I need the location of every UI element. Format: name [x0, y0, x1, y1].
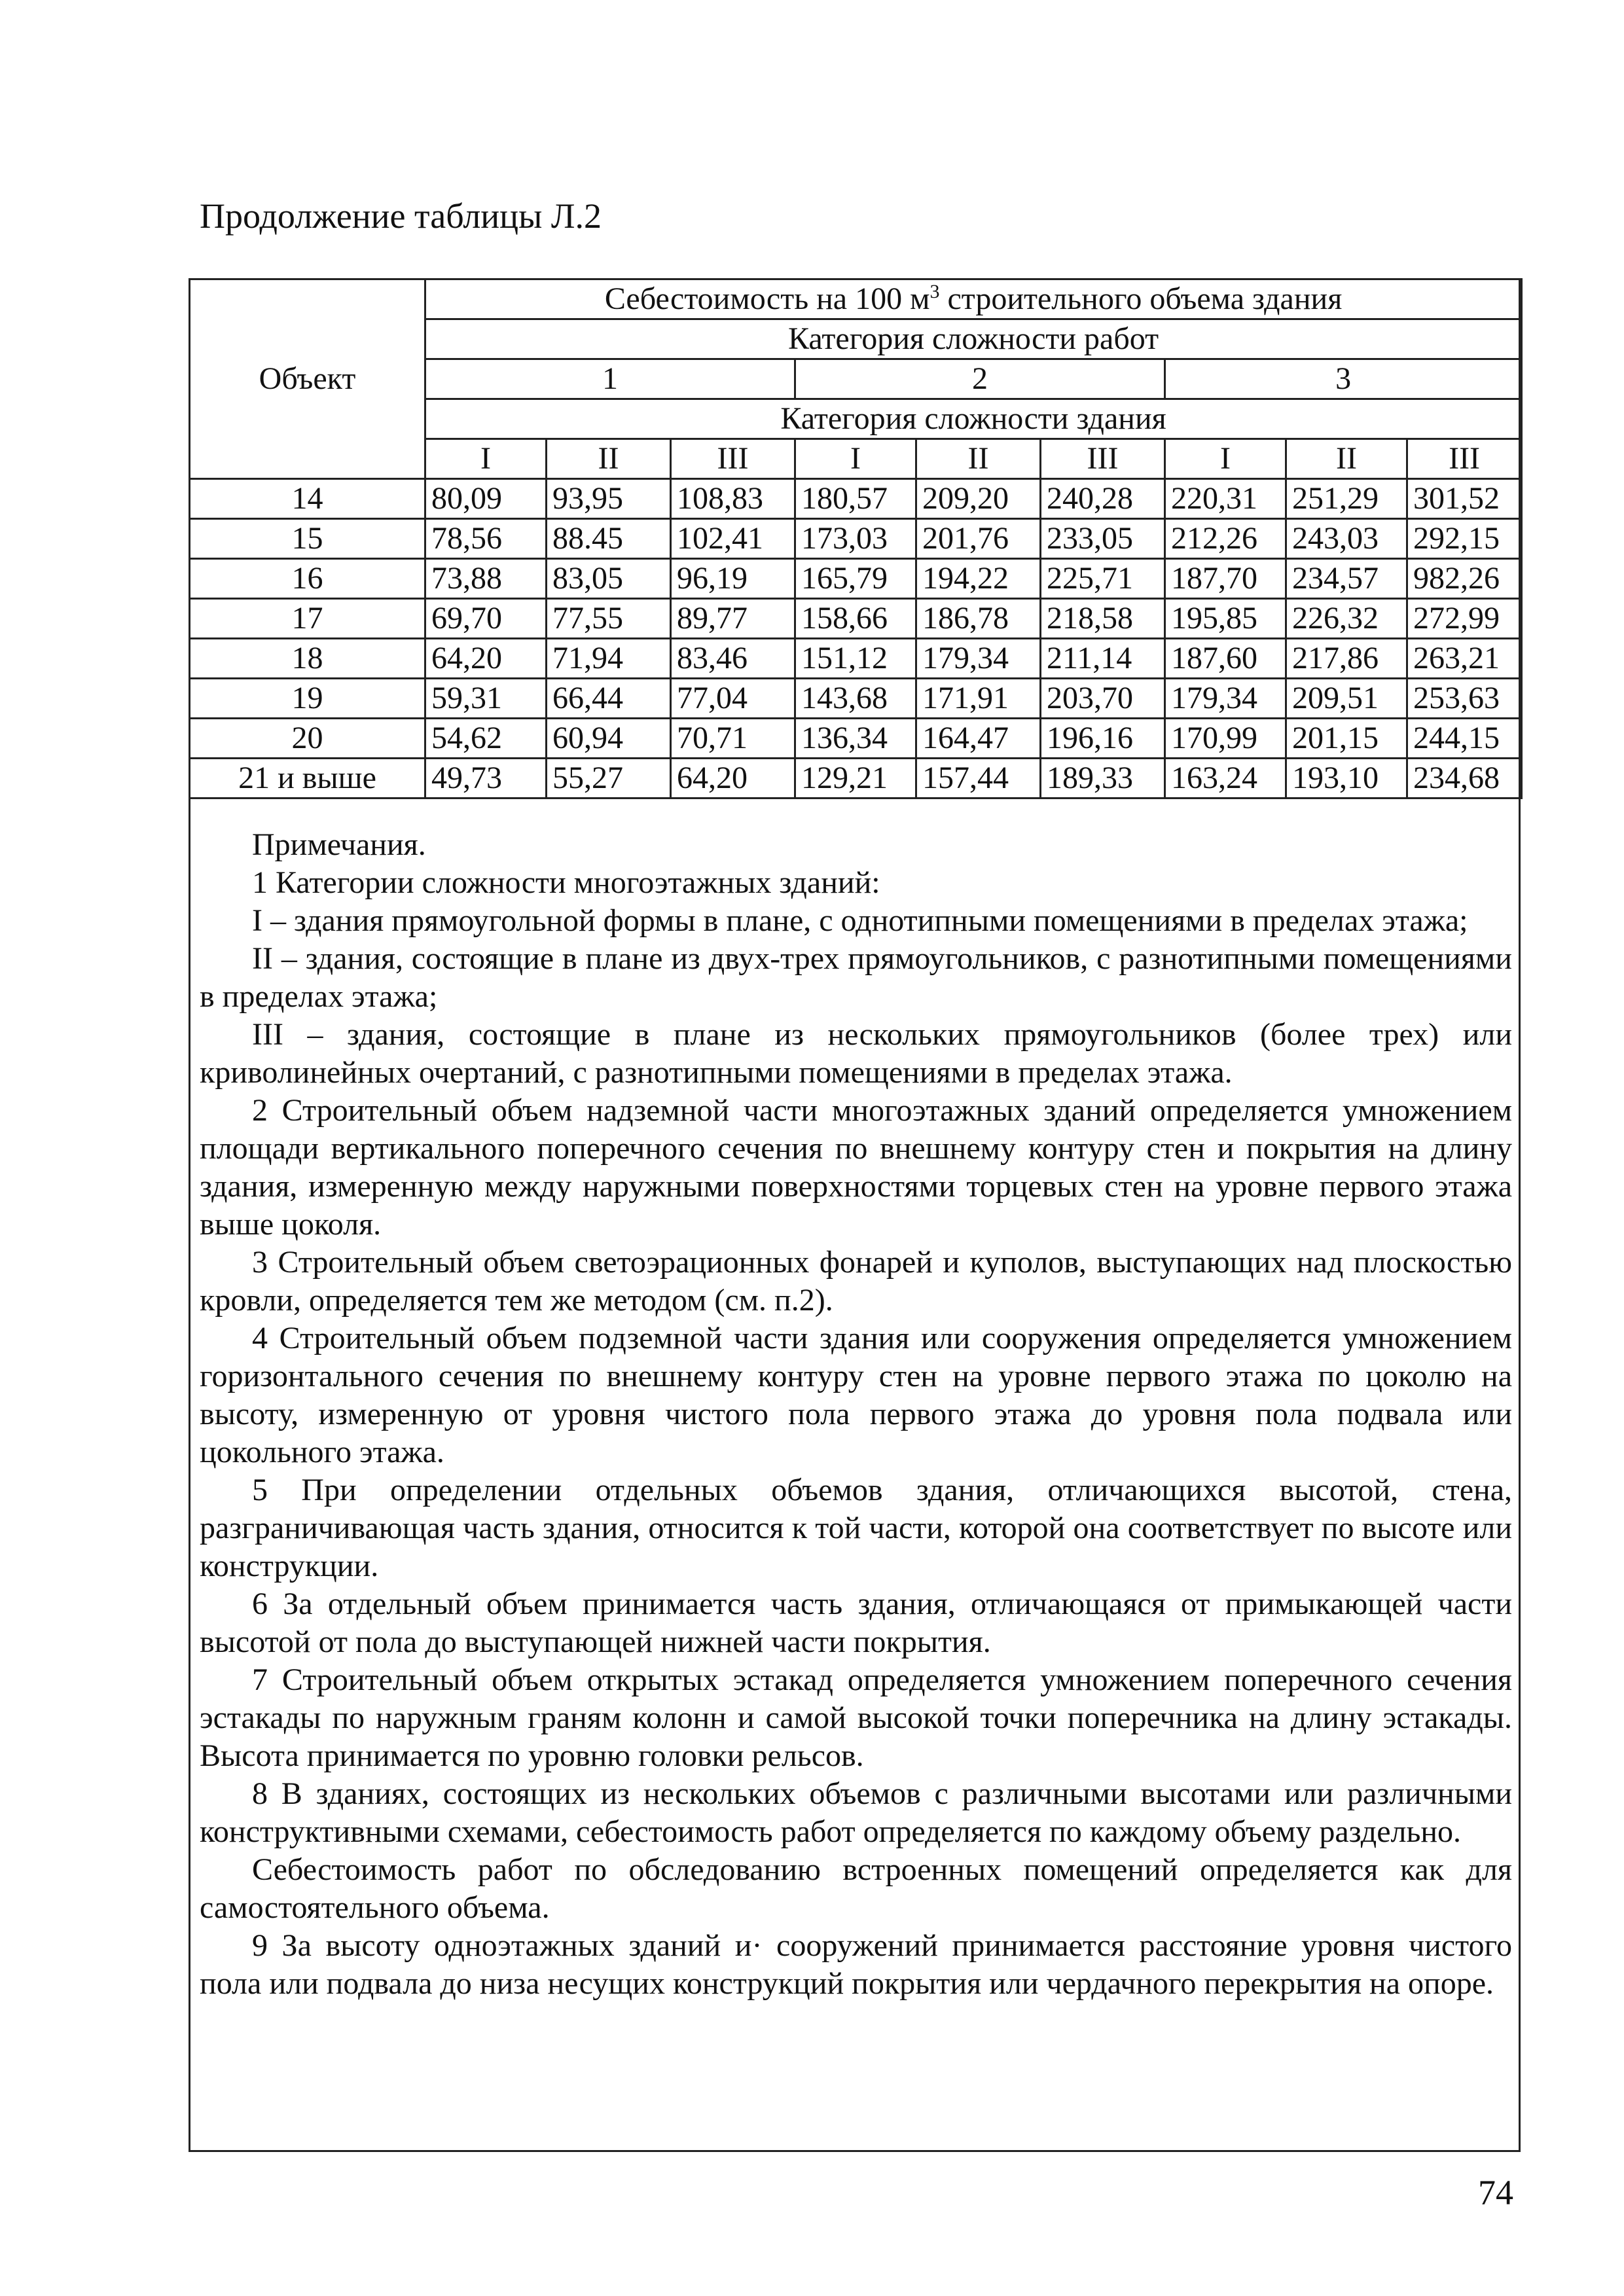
- value-cell: 233,05: [1041, 519, 1165, 559]
- building-category-cell: II: [1286, 439, 1407, 479]
- table-row: [190, 719, 1522, 759]
- value-cell: 234,57: [1286, 559, 1407, 599]
- note-paragraph: I – здания прямоугольной формы в плане, с однотипными помещениями в пределах этажа;: [252, 903, 1468, 938]
- value-cell: 187,60: [1165, 639, 1286, 679]
- cost-header: Себестоимость на 100 $м^3$ строительного объема здания: [425, 279, 1522, 319]
- value-cell: 129,21: [795, 759, 916, 798]
- value-cell: 225,71: [1041, 559, 1165, 599]
- value-cell: 179,34: [1165, 679, 1286, 719]
- value-cell: 64,20: [671, 759, 795, 798]
- note-paragraph: 2 Строительный объем надземной части многоэтажных зданий определяется умножением площади вертикального поперечного сечения по внешнему контуру стен и покрытия на длину здания, измеренную между наружными поверхностями торцевых стен на уровне первого этажа выше цоколя.: [200, 1093, 1512, 1242]
- value-cell: 80,09: [425, 479, 547, 519]
- value-cell: 226,32: [1286, 599, 1407, 639]
- object-header: Объект: [190, 279, 425, 479]
- notes-title: Примечания.: [252, 827, 426, 862]
- value-cell: 211,14: [1041, 639, 1165, 679]
- note-paragraph: III – здания, состоящие в плане из нескольких прямоугольников (более трех) или криволинейных очертаний, с разнотипными помещениями в пределах этажа.: [200, 1017, 1512, 1090]
- value-cell: 71,94: [547, 639, 671, 679]
- value-cell: 78,56: [425, 519, 547, 559]
- value-cell: 243,03: [1286, 519, 1407, 559]
- value-cell: 136,34: [795, 719, 916, 759]
- value-cell: 163,24: [1165, 759, 1286, 798]
- building-category-cell: II: [547, 439, 671, 479]
- building-category-cell: I: [425, 439, 547, 479]
- cost-table: [189, 278, 1523, 799]
- value-cell: 263,21: [1407, 639, 1522, 679]
- value-cell: 195,85: [1165, 599, 1286, 639]
- value-cell: 217,86: [1286, 639, 1407, 679]
- value-cell: 60,94: [547, 719, 671, 759]
- note-paragraph: 6 За отдельный объем принимается часть здания, отличающаяся от примыкающей части высотой от пола до выступающей нижней части покрытия.: [200, 1587, 1512, 1659]
- value-cell: 59,31: [425, 679, 547, 719]
- value-cell: 212,26: [1165, 519, 1286, 559]
- value-cell: 77,55: [547, 599, 671, 639]
- work-category-3: 3: [1165, 359, 1522, 399]
- building-category-cell: I: [1165, 439, 1286, 479]
- value-cell: 194,22: [916, 559, 1041, 599]
- value-cell: 234,68: [1407, 759, 1522, 798]
- value-cell: 102,41: [671, 519, 795, 559]
- value-cell: 49,73: [425, 759, 547, 798]
- value-cell: 240,28: [1041, 479, 1165, 519]
- value-cell: 73,88: [425, 559, 547, 599]
- object-cell: 15: [190, 519, 425, 559]
- building-category-cell: III: [1407, 439, 1522, 479]
- value-cell: 89,77: [671, 599, 795, 639]
- value-cell: 54,62: [425, 719, 547, 759]
- value-cell: 201,15: [1286, 719, 1407, 759]
- value-cell: 179,34: [916, 639, 1041, 679]
- value-cell: 108,83: [671, 479, 795, 519]
- note-paragraph: 1 Категории сложности многоэтажных зданий:: [252, 865, 880, 900]
- value-cell: 96,19: [671, 559, 795, 599]
- value-cell: 201,76: [916, 519, 1041, 559]
- table-row: [190, 639, 1522, 679]
- value-cell: 70,71: [671, 719, 795, 759]
- building-category-header: Категория сложности здания: [425, 399, 1522, 439]
- note-paragraph: 5 При определении отдельных объемов здания, отличающихся высотой, стена, разграничивающая часть здания, относится к той части, которой она соответствует по высоте или конструкции.: [200, 1473, 1512, 1583]
- value-cell: 64,20: [425, 639, 547, 679]
- table-caption: Продолжение таблицы Л.2: [200, 196, 602, 236]
- object-cell: 21 и выше: [190, 759, 425, 798]
- object-cell: 14: [190, 479, 425, 519]
- note-paragraph: Себестоимость работ по обследованию встроенных помещений определяется как для самостоятельного объема.: [200, 1852, 1512, 1925]
- value-cell: 77,04: [671, 679, 795, 719]
- notes-section: [200, 826, 1512, 2003]
- value-cell: 251,29: [1286, 479, 1407, 519]
- value-cell: 220,31: [1165, 479, 1286, 519]
- value-cell: 88.45: [547, 519, 671, 559]
- work-category-header: Категория сложности работ: [425, 319, 1522, 359]
- value-cell: 66,44: [547, 679, 671, 719]
- value-cell: 209,51: [1286, 679, 1407, 719]
- value-cell: 143,68: [795, 679, 916, 719]
- note-paragraph: 8 В зданиях, состоящих из нескольких объемов с различными высотами или различными конструктивными схемами, себестоимость работ определяется по каждому объему раздельно.: [200, 1776, 1512, 1849]
- value-cell: 272,99: [1407, 599, 1522, 639]
- value-cell: 170,99: [1165, 719, 1286, 759]
- value-cell: 69,70: [425, 599, 547, 639]
- value-cell: 193,10: [1286, 759, 1407, 798]
- table-row: [190, 759, 1522, 798]
- value-cell: 253,63: [1407, 679, 1522, 719]
- note-paragraph: 9 За высоту одноэтажных зданий и· сооружений принимается расстояние уровня чистого пола или подвала до низа несущих конструкций покрытия или чердачного перекрытия на опоре.: [200, 1928, 1512, 2001]
- value-cell: 83,05: [547, 559, 671, 599]
- building-category-cell: III: [1041, 439, 1165, 479]
- value-cell: 180,57: [795, 479, 916, 519]
- value-cell: 292,15: [1407, 519, 1522, 559]
- value-cell: 157,44: [916, 759, 1041, 798]
- page-number: 74: [1478, 2173, 1513, 2212]
- value-cell: 165,79: [795, 559, 916, 599]
- value-cell: 164,47: [916, 719, 1041, 759]
- note-paragraph: 7 Строительный объем открытых эстакад определяется умножением поперечного сечения эстакады по наружным граням колонн и самой высокой точки поперечника на длину эстакады. Высота принимается по уровню головки рельсов.: [200, 1662, 1512, 1773]
- building-category-cell: I: [795, 439, 916, 479]
- value-cell: 171,91: [916, 679, 1041, 719]
- work-category-1: 1: [425, 359, 795, 399]
- value-cell: 93,95: [547, 479, 671, 519]
- building-category-cell: II: [916, 439, 1041, 479]
- work-category-2: 2: [795, 359, 1165, 399]
- value-cell: 301,52: [1407, 479, 1522, 519]
- table-row: [190, 599, 1522, 639]
- value-cell: 196,16: [1041, 719, 1165, 759]
- object-cell: 18: [190, 639, 425, 679]
- note-paragraph: 4 Строительный объем подземной части здания или сооружения определяется умножением горизонтального сечения по внешнему контуру стен на уровне первого этажа по цоколю на высоту, измеренную от уровня чистого пола первого этажа до уровня пола подвала или цокольного этажа.: [200, 1321, 1512, 1469]
- value-cell: 982,26: [1407, 559, 1522, 599]
- value-cell: 186,78: [916, 599, 1041, 639]
- table-row: [190, 479, 1522, 519]
- object-cell: 16: [190, 559, 425, 599]
- note-paragraph: II – здания, состоящие в плане из двух-трех прямоугольников, с разнотипными помещениями в пределах этажа;: [200, 941, 1512, 1014]
- note-paragraph: 3 Строительный объем светоэрационных фонарей и куполов, выступающих над плоскостью кровли, определяется тем же методом (см. п.2).: [200, 1245, 1512, 1318]
- value-cell: 244,15: [1407, 719, 1522, 759]
- value-cell: 151,12: [795, 639, 916, 679]
- value-cell: 187,70: [1165, 559, 1286, 599]
- value-cell: 158,66: [795, 599, 916, 639]
- object-cell: 17: [190, 599, 425, 639]
- table-row: [190, 519, 1522, 559]
- value-cell: 209,20: [916, 479, 1041, 519]
- value-cell: 55,27: [547, 759, 671, 798]
- value-cell: 203,70: [1041, 679, 1165, 719]
- table-row: [190, 559, 1522, 599]
- object-cell: 19: [190, 679, 425, 719]
- value-cell: 189,33: [1041, 759, 1165, 798]
- object-cell: 20: [190, 719, 425, 759]
- table-row: [190, 679, 1522, 719]
- value-cell: 173,03: [795, 519, 916, 559]
- value-cell: 218,58: [1041, 599, 1165, 639]
- building-category-cell: III: [671, 439, 795, 479]
- value-cell: 83,46: [671, 639, 795, 679]
